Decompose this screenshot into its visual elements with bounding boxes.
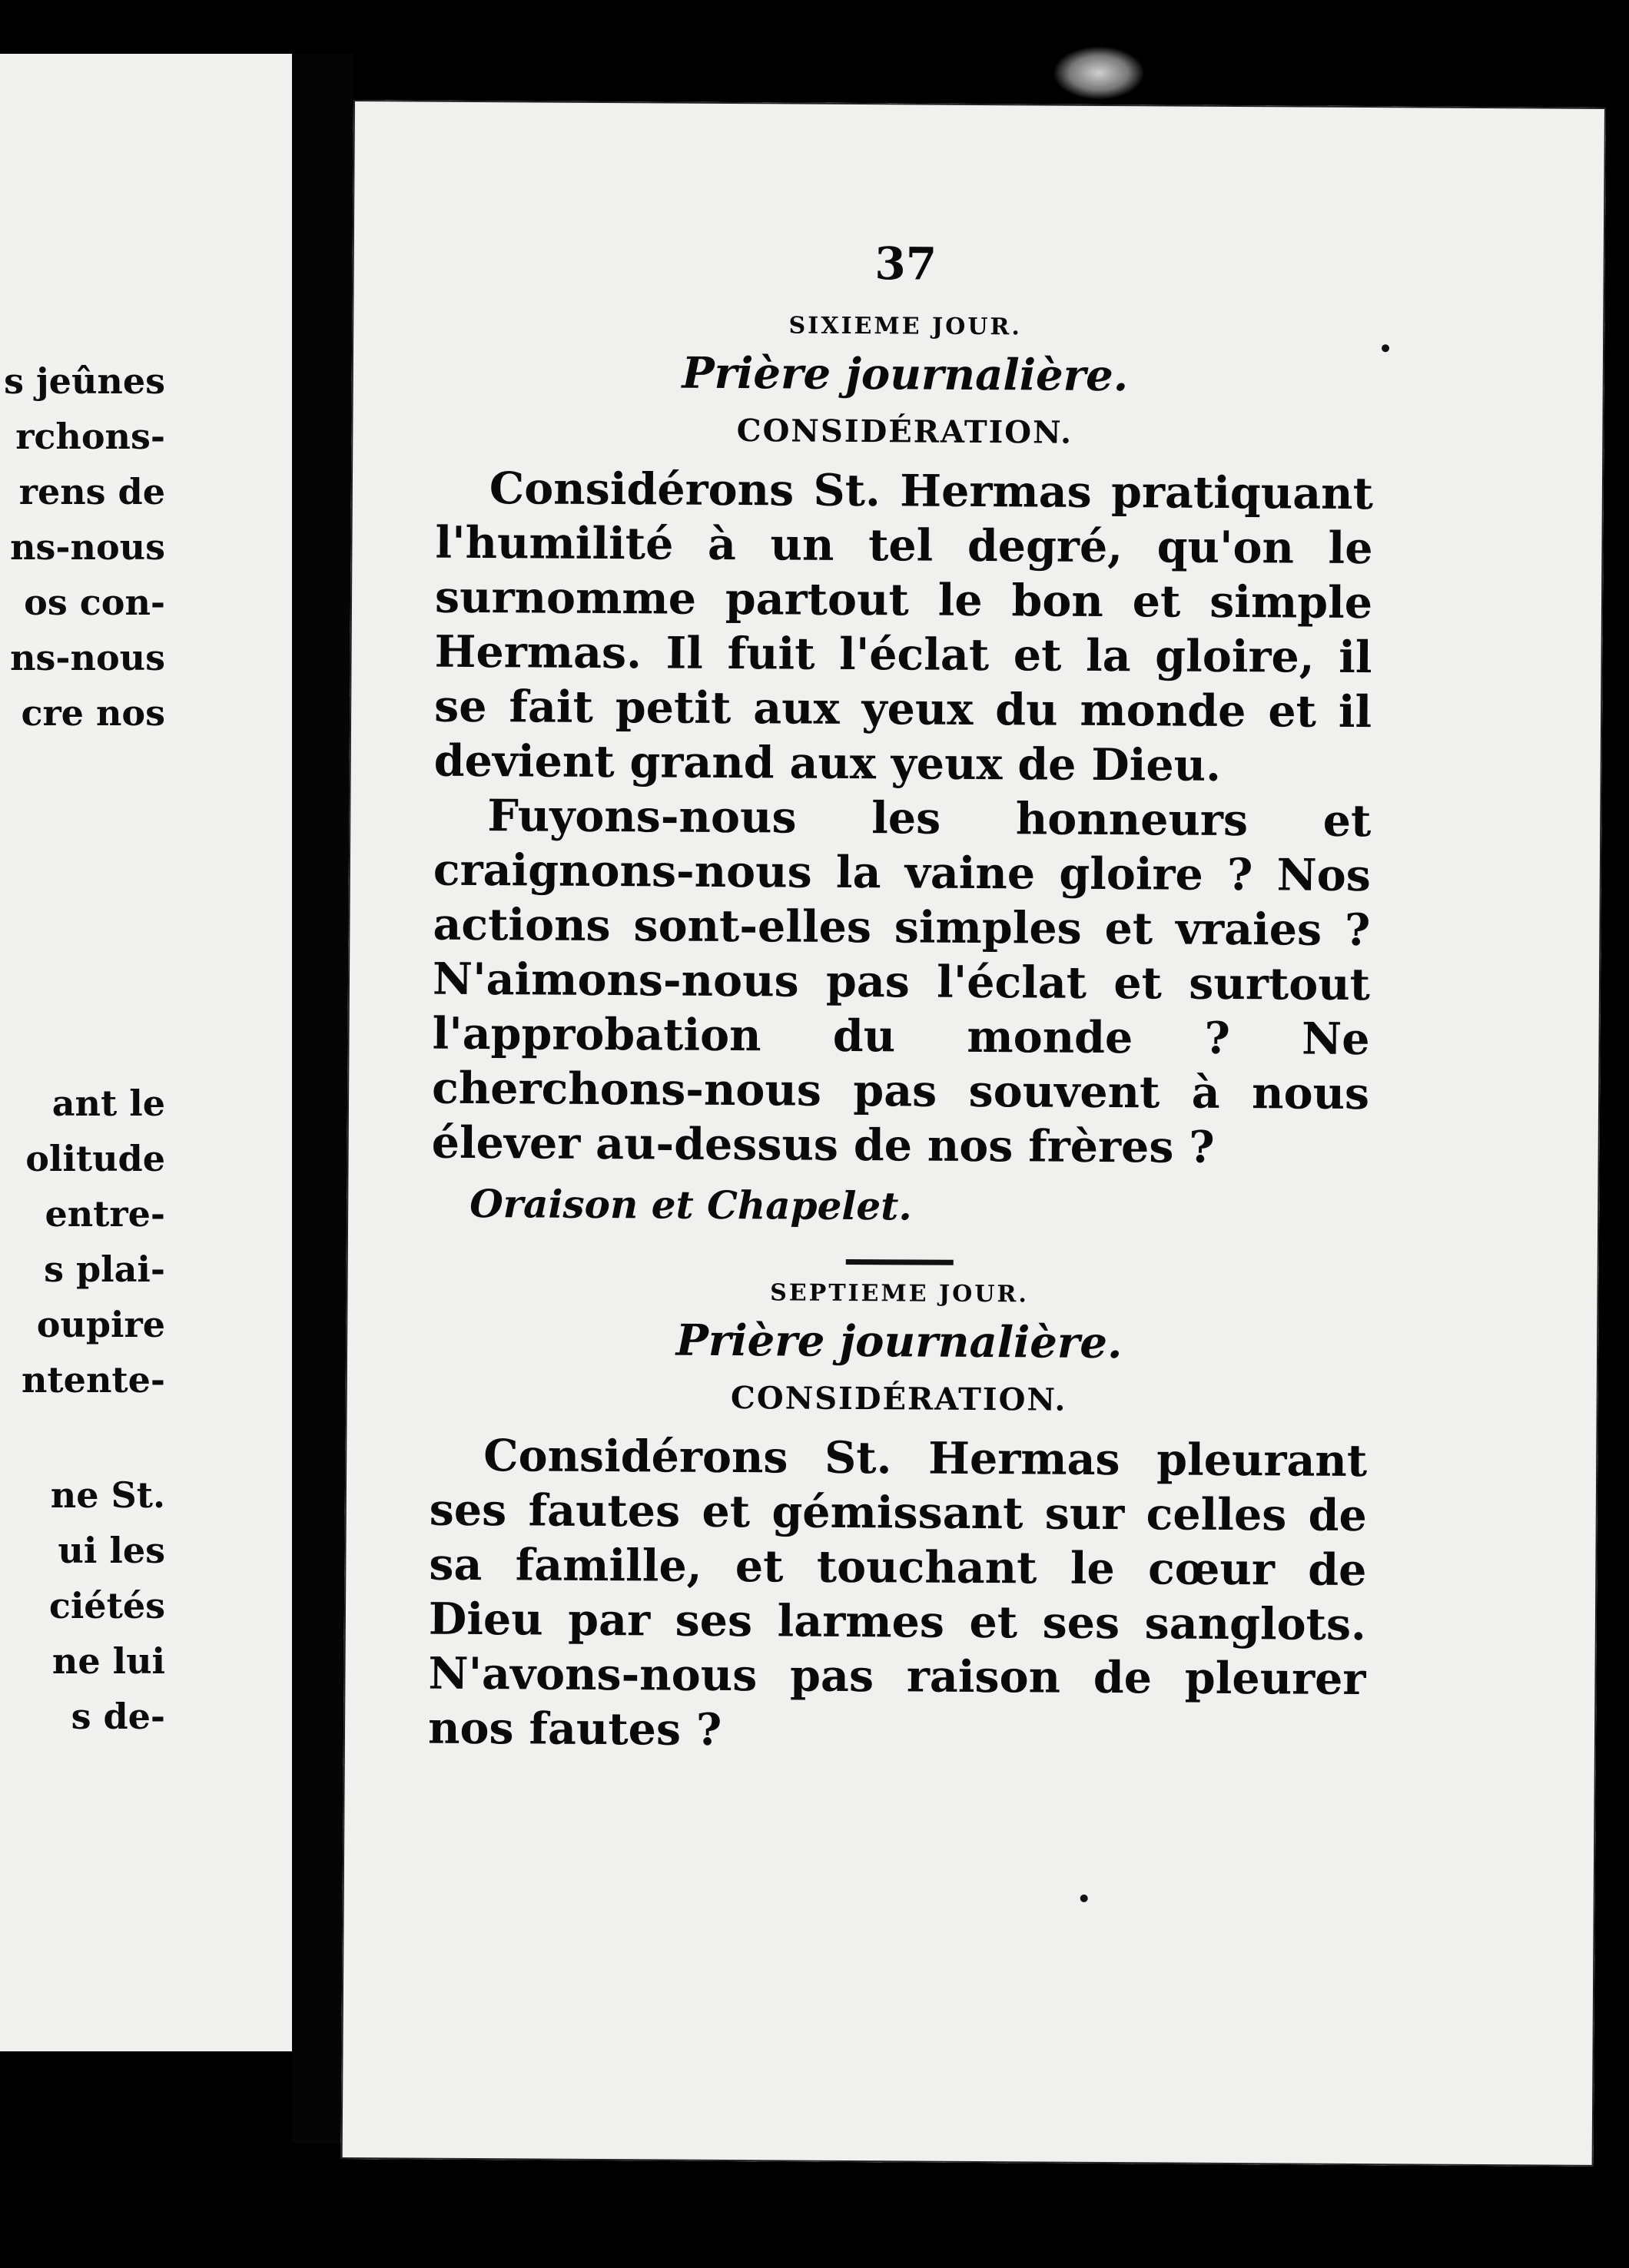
previous-page-bottom-fragment — [0, 1467, 165, 1744]
text-line: olitude — [25, 1138, 165, 1179]
previous-page-middle-fragment — [0, 1076, 165, 1408]
text-line: cre nos — [21, 692, 165, 734]
text-line: ntente- — [21, 1359, 165, 1401]
text-line: rens de — [18, 471, 165, 512]
page-number: 37 — [874, 237, 937, 290]
text-line: entre- — [45, 1193, 165, 1235]
day-seven-prayer: Prière journalière. — [675, 1315, 1123, 1369]
text-line: ui les — [58, 1530, 165, 1571]
section-divider — [846, 1259, 954, 1265]
ink-speck — [1382, 344, 1389, 352]
day-six-title: SIXIEME JOUR. — [788, 312, 1022, 341]
book-page — [341, 100, 1606, 2167]
day-six-paragraph: Fuyons-nous les honneurs et craignons-nous la vaine gloire ? Nos actions sont-elles simples et vraies ? N'aimons-nous pas l'éclat et surtout l'approbation du monde ? Ne cherchons-nous pas souvent à nous élever au-dessus de nos frères ? — [431, 790, 1372, 1173]
ink-speck — [1080, 1895, 1088, 1902]
text-line: ns-nous — [10, 637, 165, 678]
page-content — [428, 235, 1375, 1761]
text-line: s de- — [71, 1696, 165, 1737]
day-six-paragraph: Considérons St. Hermas pratiquant l'humilité à un tel degré, qu'on le surnomme partout le bon et simple Hermas. Il fuit l'éclat et la gloire, il se fait petit aux yeux du monde et il devient grand aux yeux de Dieu. — [433, 463, 1374, 791]
text-line: ciétés — [48, 1585, 165, 1626]
text-line: s plai- — [44, 1248, 165, 1290]
previous-page-top-fragment — [0, 353, 165, 741]
day-seven-title: SEPTIEME JOUR. — [770, 1279, 1029, 1308]
text-line: ant le — [51, 1083, 165, 1124]
text-line: os con- — [24, 582, 165, 623]
day-six-closing: Oraison et Chapelet. — [469, 1180, 912, 1229]
previous-page — [0, 54, 323, 2051]
day-six-consideration-heading: CONSIDÉRATION. — [736, 413, 1073, 451]
text-line: s jeûnes — [4, 360, 165, 402]
day-six-prayer: Prière journalière. — [682, 347, 1129, 402]
paper-tear — [1053, 46, 1145, 100]
day-seven-consideration-heading: CONSIDÉRATION. — [730, 1380, 1067, 1418]
text-line: ns-nous — [10, 526, 165, 568]
text-line: ne St. — [50, 1474, 165, 1516]
text-line: ne lui — [51, 1640, 165, 1682]
text-line: rchons- — [15, 416, 165, 457]
day-seven-paragraph: Considérons St. Hermas pleurant ses fautes et gémissant sur celles de sa famille, et touchant le cœur de Dieu par ses larmes et ses sanglots. N'avons-nous pas raison de pleurer nos fautes ? — [427, 1430, 1368, 1756]
text-line: oupire — [36, 1304, 165, 1345]
